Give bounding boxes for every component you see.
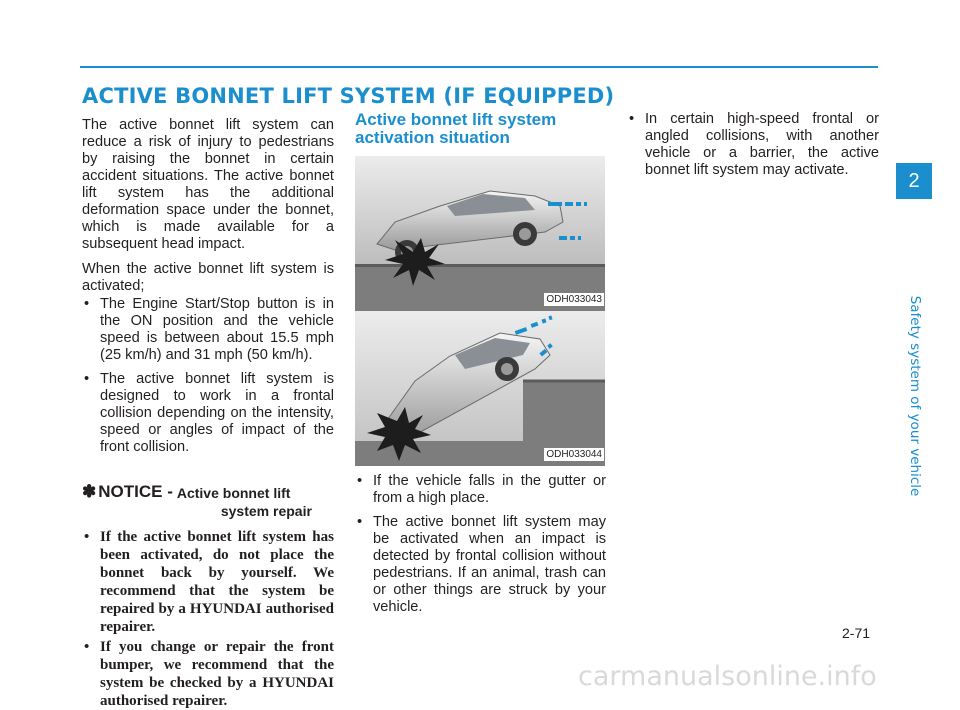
activation-conditions-list bbox=[82, 296, 334, 456]
notice-label: NOTICE - bbox=[98, 482, 173, 501]
car-gutter-illustration bbox=[355, 156, 605, 311]
header-rule bbox=[80, 66, 878, 68]
chapter-tab: 2 bbox=[896, 163, 932, 199]
bullet-icon: • bbox=[84, 639, 90, 655]
notice-heading bbox=[82, 482, 334, 520]
notice-title: Active bonnet lift system repair bbox=[176, 485, 312, 519]
bullet-icon: • bbox=[357, 514, 363, 530]
column-1 bbox=[82, 117, 334, 710]
bullet-icon: • bbox=[357, 473, 363, 489]
list-item: • If the vehicle falls in the gutter or from a high place. bbox=[357, 473, 606, 506]
car-drop-illustration bbox=[355, 311, 605, 466]
notice-icon: ✽ bbox=[82, 482, 97, 501]
list-item: • If the active bonnet lift system has been activated, do not place the bonnet back by yourself. We recommend that the system be repaired by a HYUNDAI authorised repairer. bbox=[84, 529, 334, 635]
notice-list bbox=[82, 528, 334, 710]
bullet-icon: • bbox=[629, 111, 635, 127]
bullet-icon: • bbox=[84, 296, 90, 312]
watermark: carmanualsonline.info bbox=[578, 661, 877, 692]
figure-code: ODH033043 bbox=[546, 294, 602, 305]
list-item: • The active bonnet lift system may be activated when an impact is detected by frontal collision without pedestrians. If an animal, trash can or other things are struck by your vehicle. bbox=[357, 514, 606, 615]
high-speed-list bbox=[627, 111, 879, 179]
intro-paragraph: The active bonnet lift system can reduce a risk of injury to pedestrians by raising the bonnet in certain accident situations. The active bonnet lift system has the additional deformation space under the bonnet, which is made available for a subsequent head impact. bbox=[82, 117, 334, 252]
column-3 bbox=[627, 111, 879, 179]
activation-intro: When the active bonnet lift system is activated; bbox=[82, 261, 334, 294]
column-2 bbox=[355, 111, 606, 616]
figure-code: ODH033044 bbox=[546, 449, 602, 460]
figure-car-falling-high-place bbox=[355, 311, 605, 466]
page-number: 2-71 bbox=[842, 625, 871, 641]
chapter-label: Safety system of your vehicle bbox=[907, 295, 923, 497]
bullet-icon: • bbox=[84, 371, 90, 387]
section-title: ACTIVE BONNET LIFT SYSTEM (IF EQUIPPED) bbox=[82, 84, 615, 108]
bullet-icon: • bbox=[84, 529, 90, 545]
activation-situations-list bbox=[355, 473, 606, 616]
list-item: • The active bonnet lift system is designed to work in a frontal collision depending on the intensity, speed or angles of impact of the front collision. bbox=[84, 371, 334, 455]
figure-car-falling-gutter bbox=[355, 156, 605, 311]
list-item: • The Engine Start/Stop button is in the ON position and the vehicle speed is between about 15.5 mph (25 km/h) and 31 mph (50 km/h). bbox=[84, 296, 334, 363]
activation-situation-heading: Active bonnet lift system activation situation bbox=[355, 110, 557, 147]
list-item: • In certain high-speed frontal or angled collisions, with another vehicle or a barrier, the active bonnet lift system may activate. bbox=[629, 111, 879, 178]
list-item: • If you change or repair the front bumper, we recommend that the system be checked by a HYUNDAI authorised repairer. bbox=[84, 639, 334, 709]
